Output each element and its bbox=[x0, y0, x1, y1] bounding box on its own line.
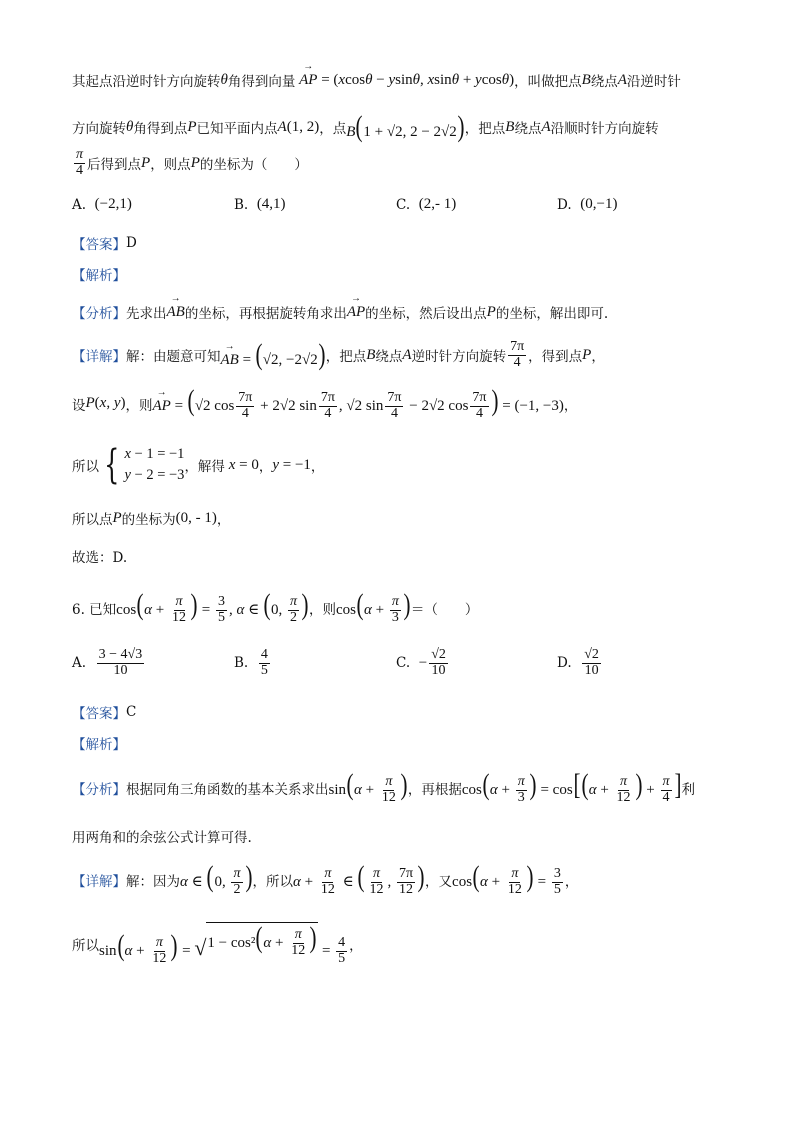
q5-choose: 故选：D. bbox=[72, 550, 128, 566]
q6-option-d: D. $\frac{√2}{10}$ bbox=[557, 647, 599, 678]
q6-option-c: C. − $\frac{√2}{10}$ bbox=[396, 647, 446, 678]
q6-answer: 【答案】 C bbox=[72, 704, 137, 722]
q6-analysis-heading: 【解析】 bbox=[72, 737, 126, 753]
q6-fenxi-line-2: 用两角和的余弦公式计算可得. bbox=[72, 830, 252, 846]
q5-stem-line-1: 其起点沿逆时针方向旋转 θ 角得到向量 → AP = (xcosθ − ysinθ, xsinθ + ycosθ) ，叫做把点 B 绕点 A 沿逆时针 bbox=[72, 70, 681, 90]
q5-fenxi: 【分析】 先求出 → AB 的坐标，再根据旋转角求出 → AP 的坐标，然后设出点 P 的坐标，解出即可. bbox=[72, 302, 608, 322]
q6-stem: 6. 已知 cos(α + $\frac{\pi}{12}$ ) = $\frac{3}{5}$ , α ∈ (0, $\frac{\pi}{2}$ ) ，则 cos(α + $\frac{\pi}{3}$ ) ＝（ ） bbox=[72, 588, 479, 626]
q6-xiangjie-line-2: 所以 sin(α + $\frac{\pi}{12}$ ) = √ 1 − cos²(α + $\frac{\pi}{12}$ ) = $\frac{4}{5}$ ， bbox=[72, 921, 363, 966]
q5-xiangjie-line-1: 【详解】 解：由题意可知 → AB = (√2, −2√2) ，把点 B 绕点 A 逆时针方向旋转 $\frac{7\pi}{4}$ ，得到点 P ， bbox=[72, 340, 605, 370]
q5-xiangjie-line-4: 所以点 P 的坐标为 (0, - 1) ， bbox=[72, 509, 231, 528]
q5-option-a: A. (−2,1) bbox=[72, 196, 132, 213]
point-b-expression: B(1 + √2, 2 − 2√2) bbox=[346, 110, 465, 143]
q5-stem-line-2: 方向旋转 θ 角得到点 P 已知平面内点 A(1, 2) ，点 B(1 + √2, 2 − 2√2) ，把点 B 绕点 A 沿顺时针方向旋转 bbox=[72, 110, 659, 143]
ap-rotation-formula: → AP = (√2 cos $\frac{7\pi}{4}$ + 2√2 sin $\frac{7\pi}{4}$ , √2 sin $\frac{7\pi}{4}$ − 2√2 cos $\frac{7\pi}{4}$ ) = (−1, −3) bbox=[153, 386, 564, 422]
q5-analysis-heading: 【解析】 bbox=[72, 268, 126, 284]
q5-option-c: C. (2,- 1) bbox=[396, 196, 457, 213]
q5-stem-line-3: $\frac{\pi}{4}$ 后得到点 P ，则点 P 的坐标为（ ） bbox=[76, 147, 308, 178]
q6-option-a: A. $\frac{3 - 4√3}{10}$ bbox=[72, 647, 143, 678]
q6-xiangjie-line-1: 【详解】 解：因为 α ∈ (0, $\frac{\pi}{2}$ ) ，所以 α + $\frac{\pi}{12}$ ∈ ( $\frac{\pi}{12}$ , $\frac{7\pi}{12}$ ) ，又 cos(α + $\frac{\pi}{12}$ ) = $\frac{3}{5}$ ， bbox=[72, 860, 579, 898]
vector-ap-expression: → AP = (xcosθ − ysinθ, xsinθ + ycosθ) bbox=[295, 72, 514, 89]
q5-option-d: D. (0,−1) bbox=[557, 196, 618, 213]
q6-option-b: B. $\frac{4}{5}$ bbox=[234, 647, 268, 678]
q5-xiangjie-line-3: 所以 { x − 1 = −1 y − 2 = −3 ，解得 x = 0 ， y = −1 ， bbox=[72, 442, 325, 489]
q5-option-b: B. (4,1) bbox=[234, 196, 286, 213]
q6-fenxi-line-1: 【分析】 根据同角三角函数的基本关系求出 sin(α + $\frac{\pi}{12}$ ) ，再根据 cos(α + $\frac{\pi}{3}$ ) = cos[(α + $\frac{\pi}{12}$ ) + $\frac{\pi}{4}$ ] 利 bbox=[72, 768, 696, 806]
q5-answer: 【答案】 D bbox=[72, 235, 137, 253]
q5-xiangjie-line-2: 设 P(x, y) ，则 → AP = (√2 cos $\frac{7\pi}{4}$ + 2√2 sin $\frac{7\pi}{4}$ , √2 sin $\frac{7\pi}{4}$ − 2√2 cos $\frac{7\pi}{4}$ ) = (−1, −3) ， bbox=[72, 386, 577, 422]
